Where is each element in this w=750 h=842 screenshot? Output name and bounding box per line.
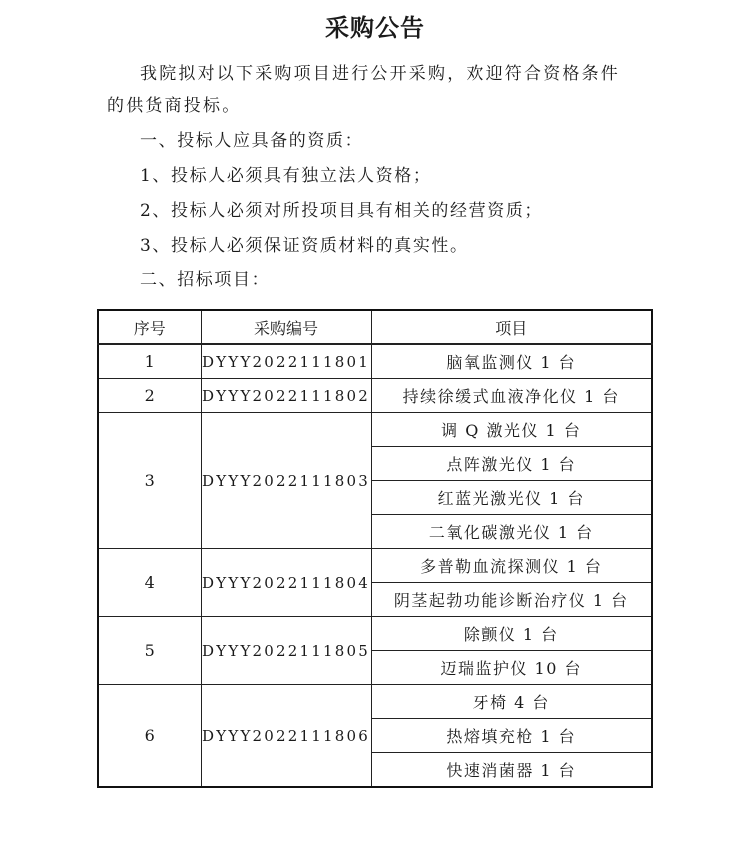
- table-row: [98, 379, 652, 413]
- seq-cell: 4: [98, 549, 201, 617]
- seq-cell: 5: [98, 617, 201, 685]
- table-row: [98, 685, 652, 719]
- intro-line-2: 的供货商投标。: [107, 96, 242, 116]
- item-cell: 牙椅 4 台: [371, 685, 652, 719]
- requirement-3: 3、投标人必须保证资质材料的真实性。: [140, 236, 469, 256]
- code-cell: DYYY2022111806: [201, 685, 371, 788]
- code-cell: DYYY2022111801: [201, 344, 371, 379]
- code-cell: DYYY2022111802: [201, 379, 371, 413]
- item-cell: 持续徐缓式血液净化仪 1 台: [371, 379, 652, 413]
- table-row: [98, 413, 652, 447]
- section-2-heading: 二、招标项目：: [140, 270, 271, 290]
- item-cell: 多普勒血流探测仪 1 台: [371, 549, 652, 583]
- seq-cell: 6: [98, 685, 201, 788]
- procurement-table: [97, 309, 653, 788]
- item-cell: 迈瑞监护仪 10 台: [371, 651, 652, 685]
- item-cell: 除颤仪 1 台: [371, 617, 652, 651]
- header-item: 项目: [371, 310, 652, 344]
- item-cell: 红蓝光激光仪 1 台: [371, 481, 652, 515]
- item-cell: 脑氧监测仪 1 台: [371, 344, 652, 379]
- requirement-1: 1、投标人必须具有独立法人资格；: [140, 166, 432, 186]
- intro-line-1: 我院拟对以下采购项目进行公开采购，欢迎符合资格条件: [140, 64, 620, 84]
- page-title: 采购公告: [325, 14, 425, 42]
- item-cell: 快速消菌器 1 台: [371, 753, 652, 788]
- item-cell: 点阵激光仪 1 台: [371, 447, 652, 481]
- code-cell: DYYY2022111804: [201, 549, 371, 617]
- code-cell: DYYY2022111803: [201, 413, 371, 549]
- seq-cell: 1: [98, 344, 201, 379]
- seq-cell: 3: [98, 413, 201, 549]
- code-cell: DYYY2022111805: [201, 617, 371, 685]
- section-1-heading: 一、投标人应具备的资质：: [140, 131, 364, 151]
- table-row: [98, 617, 652, 651]
- table-row: [98, 549, 652, 583]
- item-cell: 调 Q 激光仪 1 台: [371, 413, 652, 447]
- header-code: 采购编号: [201, 310, 371, 344]
- item-cell: 热熔填充枪 1 台: [371, 719, 652, 753]
- header-seq: 序号: [98, 310, 201, 344]
- table-row: [98, 344, 652, 379]
- seq-cell: 2: [98, 379, 201, 413]
- requirement-2: 2、投标人必须对所投项目具有相关的经营资质；: [140, 201, 544, 221]
- table-header-row: [98, 310, 652, 344]
- item-cell: 阴茎起勃功能诊断治疗仪 1 台: [371, 583, 652, 617]
- item-cell: 二氧化碳激光仪 1 台: [371, 515, 652, 549]
